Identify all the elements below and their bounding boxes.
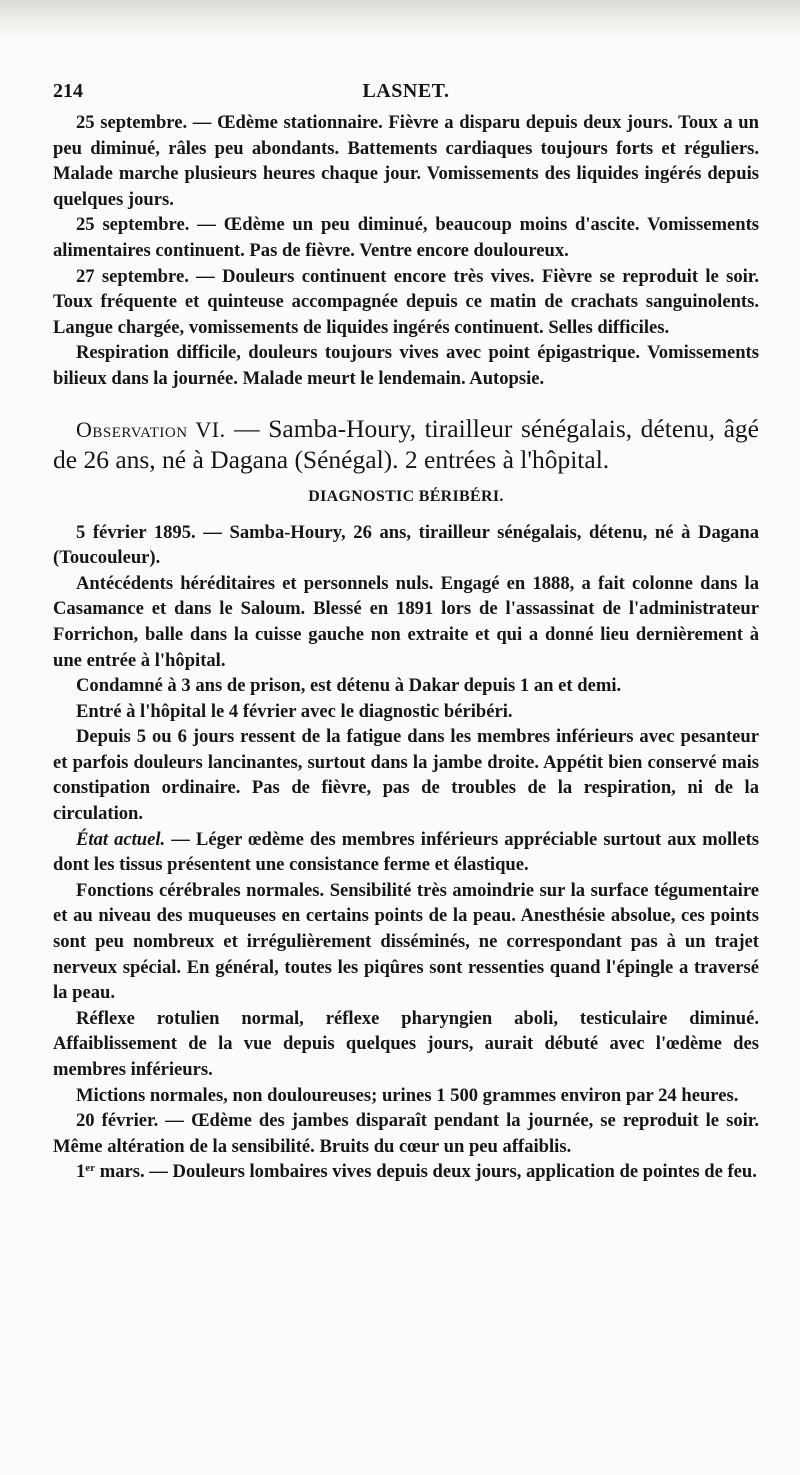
etat-text: — Léger œdème des membres inférieurs appréciable surtout aux mollets dont les tissus présentent une consistance ferme et élastique. (53, 828, 760, 876)
diagnostic-subheading: DIAGNOSTIC BÉRIBÉRI. (308, 487, 504, 505)
paragraph-condamne: Condamné à 3 ans de prison, est détenu à Dakar depuis 1 an et demi. (76, 675, 622, 697)
page-header (53, 80, 759, 110)
paragraph-entre: Entré à l'hôpital le 4 février avec le diagnostic béribéri. (76, 700, 513, 722)
paragraph-etat-actuel (53, 827, 759, 878)
mars-day: 1 (76, 1161, 86, 1183)
etat-label: État actuel. (76, 828, 166, 850)
paragraph-reflexe: Réflexe rotulien normal, réflexe pharyngien aboli, testiculaire diminué. Affaiblissement de la vue depuis quelques jours, aurait débuté avec l'œdème des membres inférieurs. (53, 1007, 759, 1080)
paragraph-depuis: Depuis 5 ou 6 jours ressent de la fatigue dans les membres inférieurs avec pesanteur et parfois douleurs lancinantes, surtout dans la jambe droite. Appétit bien conservé mais constipation ordinaire. Pas de fièvre, pas de troubles de la respiration, ni de la circulation. (53, 726, 759, 825)
observation-text: — Samba-Houry, tirailleur sénégalais, détenu, âgé de 26 ans, né à Dagana (Sénégal). 2 entrées à l'hôpital. (53, 413, 759, 475)
mars-sup: er (85, 1162, 96, 1175)
paragraph-27-septembre: 27 septembre. — Douleurs continuent encore très vives. Fièvre se reproduit le soir. Toux fréquente et quinteuse accompagnée depuis ce matin de crachats sanguinolents. Langue chargée, vomissements de liquides ingérés continuent. Selles difficiles. (53, 265, 759, 338)
observation-heading (53, 414, 759, 476)
scan-top-edge (0, 0, 800, 40)
paragraph-respiration: Respiration difficile, douleurs toujours vives avec point épigastrique. Vomissements bilieux dans la journée. Malade meurt le lendemain. Autopsie. (53, 342, 759, 389)
mars-text: mars. — Douleurs lombaires vives depuis deux jours, application de pointes de feu. (95, 1161, 757, 1183)
observation-label: Observation VI. (76, 416, 226, 442)
paragraph-25-septembre-b: 25 septembre. — Œdème un peu diminué, beaucoup moins d'ascite. Vomissements alimentaires continuent. Pas de fièvre. Ventre encore douloureux. (53, 214, 759, 261)
paragraph-25-septembre-a: 25 septembre. — Œdème stationnaire. Fièvre a disparu depuis deux jours. Toux a un peu diminué, râles peu abondants. Battements cardiaques toujours forts et réguliers. Malade marche plusieurs heures chaque jour. Vomissements des liquides ingérés depuis quelques jours. (53, 112, 759, 210)
paragraph-5-fevrier: 5 février 1895. — Samba-Houry, 26 ans, tirailleur sénégalais, détenu, né à Dagana (Toucouleur). (53, 521, 759, 569)
page-number: 214 (53, 80, 83, 102)
paragraph-20-fevrier: 20 février. — Œdème des jambes disparaît pendant la journée, se reproduit le soir. Même altération de la sensibilité. Bruits du cœur un peu affaiblis. (53, 1110, 759, 1157)
running-title: LASNET. (362, 80, 450, 102)
paragraph-1er-mars (53, 1159, 759, 1185)
paragraph-mictions: Mictions normales, non douloureuses; urines 1 500 grammes environ par 24 heures. (76, 1084, 739, 1106)
book-page (53, 80, 759, 1185)
paragraph-antecedents: Antécédents héréditaires et personnels nuls. Engagé en 1888, a fait colonne dans la Casamance et dans le Saloum. Blessé en 1891 lors de l'assassinat de l'administrateur Forrichon, balle dans la cuisse gauche non extraite et qui a donné lieu dernièrement à une entrée à l'hôpital. (53, 572, 759, 671)
paragraph-fonctions: Fonctions cérébrales normales. Sensibilité très amoindrie sur la surface tégumentaire et au niveau des muqueuses en certains points de la peau. Anesthésie absolue, ces points sont peu nombreux et irrégulièrement disséminés, ne correspondant pas à un trajet nerveux spécial. En général, toutes les piqûres sont ressenties quand l'épingle a traversé la peau. (53, 879, 759, 1004)
